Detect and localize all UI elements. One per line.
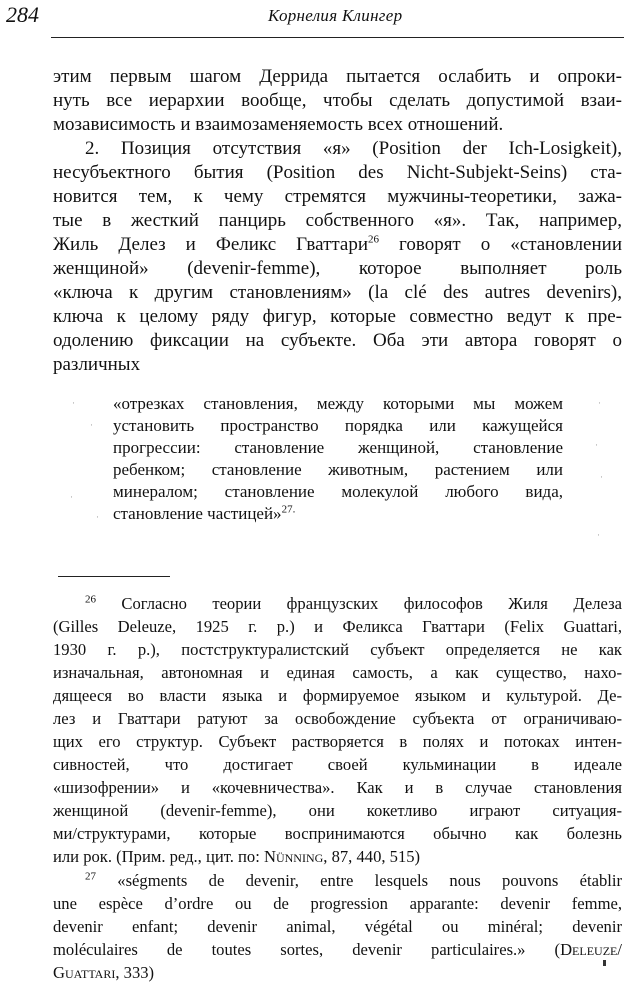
footnote-line: щих его структур. Субъект растворяется в полях и потоках интен- [53,732,622,751]
footnote-line: (Gilles Deleuze, 1925 г. р.) и Феликса Гваттари (Felix Guattari, [53,617,622,636]
body-line: этим первым шагом Деррида пытается ослабить и опроки- [53,66,622,87]
footnote-line: сивностей, что достигает своей кульминации в идеале [53,755,622,774]
body-line: мозависимость и взаимозаменяемость всех отношений. [53,114,504,135]
body-line: одолению фиксации на субъекте. Оба эти автора говорят о [53,330,622,351]
footnote-mark-27: 27 [85,870,96,883]
body-line [53,233,622,257]
ink-mark [603,960,606,966]
footnote-ref-27: 27. [281,503,296,516]
body-line: женщиной» (devenir-femme), которое выполняет роль [53,258,622,279]
footnote-rule [58,576,170,577]
footnote-line: ми/структурами, которые воспринимаются обычно как болезнь [53,824,622,843]
citation-author: Guattari [53,963,116,982]
scan-speck: · [595,440,598,450]
footnote-line: une espèce d’ordre ou de progression apparante: devenir femme, [53,894,622,913]
footnote-mark-26: 26 [85,593,96,606]
footnote-line: дящееся во власти языка и формируемое языком и культурой. Де- [53,686,622,705]
scan-speck: · [598,398,601,408]
scan-speck: · [96,512,99,522]
footnote-ref-26: 26 [368,233,380,246]
footnote-line: 1930 г. р.), постструктуралистский субъект определяется не как [53,640,622,659]
header-rule [51,37,624,38]
body-line: несубъектного бытия (Position des Nicht-Subjekt-Seins) ста- [53,162,622,183]
citation-author: Deleuze [560,940,618,959]
footnote-line-text: moléculaires de toutes sortes, devenir particulaires.» ( [53,940,561,959]
body-line: тые в жесткий панцирь собственного «я». Так, например, [53,210,622,231]
citation-pages: , 333) [115,963,155,982]
quote-line: минералом; становление молекулой любого вида, [113,482,563,501]
footnote-line [85,869,622,892]
footnote-line-text: Согласно теории французских философов Жиля Делеза [96,594,622,613]
quote-line: ребенком; становление животным, растением или [113,460,563,479]
footnote-line [53,845,622,868]
quote-line [113,503,563,525]
body-line: ключа к целому ряду фигур, которые совместно ведут к пре- [53,306,622,327]
footnote-line-text: «ségments de devenir, entre lesquels nous pouvons établir [96,871,622,890]
body-line: нуть все иерархии вообще, чтобы сделать допустимой взаи- [53,90,622,111]
citation-pages: , 87, 440, 515) [323,847,421,866]
scan-speck: · [70,492,73,502]
footnote-line [53,938,622,961]
quote-line-text: становление частицей» [113,504,282,523]
body-line: новится тем, к чему стремятся мужчины-теоретики, зажа- [53,186,622,207]
scan-speck: · [72,398,75,408]
body-line: 2. Позиция отсутствия «я» (Position der Ich-Losigkeit), [85,138,622,159]
body-line: «ключа к другим становлениям» (la clé des autres devenirs), [53,282,622,303]
scan-speck: · [600,472,603,482]
body-line-tail: говорят о «становлении [379,234,622,255]
footnote-line: «шизофрении» и «кочевничества». Как и в случае становления [53,778,622,797]
footnote-line [85,592,622,615]
footnote-line: devenir enfant; devenir animal, végétal ou minéral; devenir [53,917,622,936]
footnote-line [53,961,353,984]
footnote-line: женщиной (devenir-femme), они кокетливо играют ситуация- [53,801,622,820]
running-title: Корнелия Клингер [268,6,403,25]
body-line-text: Жиль Делез и Феликс Гваттари [53,234,369,255]
page-number: 284 [6,2,39,27]
footnote-line: изначальная, автономная и единая самость, а как существо, нахо- [53,663,622,682]
footnote-line: лез и Гваттари ратуют за освобождение субъекта от ограничиваю- [53,709,622,728]
scan-speck: · [597,530,600,540]
citation-separator: / [617,940,622,959]
scan-speck: · [90,420,93,430]
quote-line: установить пространство порядка или кажущейся [113,416,563,435]
citation-author: Nünning [263,847,324,866]
body-line: различных [53,354,141,375]
footnote-line-text: или рок. (Прим. ред., цит. по: [53,847,260,866]
quote-line: «отрезках становления, между которыми мы можем [113,394,563,413]
quote-line: прогрессии: становление женщиной, становление [113,438,563,457]
